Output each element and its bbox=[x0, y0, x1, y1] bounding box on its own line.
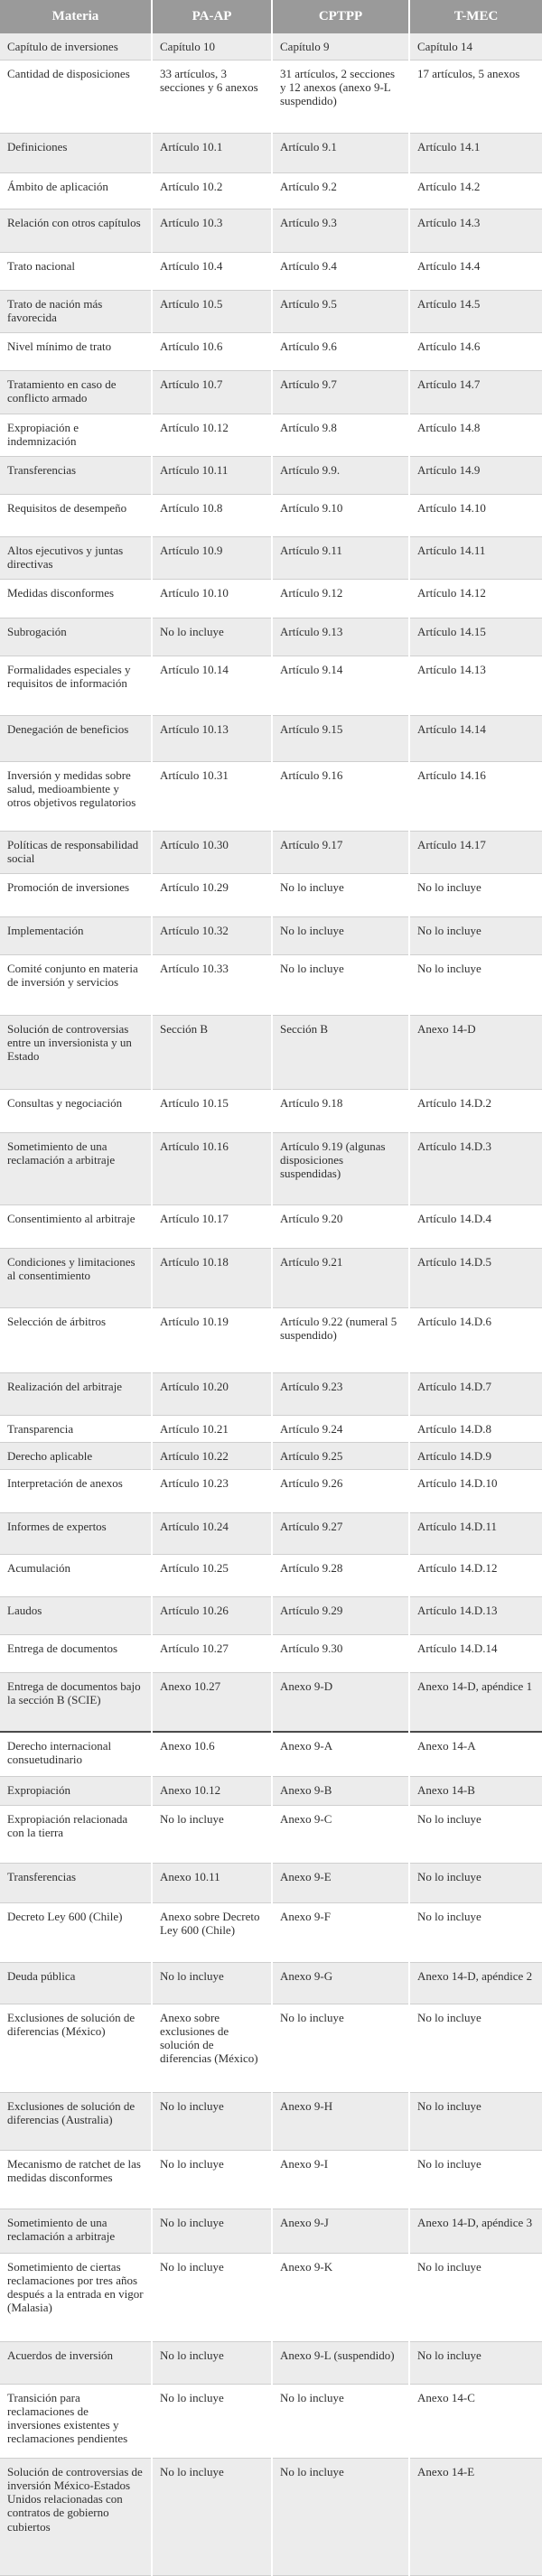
cell-t-mec: Artículo 14.D.8 bbox=[409, 1415, 542, 1442]
cell-pa-ap: Artículo 10.21 bbox=[152, 1415, 272, 1442]
cell-materia: Transferencias bbox=[0, 1863, 152, 1902]
cell-pa-ap: Artículo 10.23 bbox=[152, 1469, 272, 1512]
cell-pa-ap: Artículo 10.10 bbox=[152, 579, 272, 618]
cell-cptpp: Artículo 9.26 bbox=[272, 1469, 409, 1512]
table-row bbox=[0, 456, 542, 494]
cell-cptpp: Artículo 9.6 bbox=[272, 332, 409, 370]
table-row bbox=[0, 332, 542, 370]
cell-cptpp: Artículo 9.27 bbox=[272, 1512, 409, 1554]
table-row bbox=[0, 2253, 542, 2341]
cell-materia: Derecho aplicable bbox=[0, 1442, 152, 1469]
cell-pa-ap: Artículo 10.17 bbox=[152, 1204, 272, 1248]
cell-t-mec: Anexo 14-C bbox=[409, 2384, 542, 2458]
cell-cptpp: Anexo 9-K bbox=[272, 2253, 409, 2341]
cell-t-mec: No lo incluye bbox=[409, 1863, 542, 1902]
cell-pa-ap: Artículo 10.29 bbox=[152, 873, 272, 916]
cell-pa-ap: No lo incluye bbox=[152, 1962, 272, 2004]
cell-materia: Formalidades especiales y requisitos de información bbox=[0, 656, 152, 715]
cell-cptpp: Artículo 9.24 bbox=[272, 1415, 409, 1442]
table-row bbox=[0, 1442, 542, 1469]
cell-t-mec: Anexo 14-A bbox=[409, 1732, 542, 1776]
table-row bbox=[0, 2384, 542, 2458]
header-row bbox=[0, 0, 542, 33]
table-row bbox=[0, 370, 542, 414]
cell-materia: Sometimiento de ciertas reclamaciones por tres años después a la entrada en vigor (Malasia) bbox=[0, 2253, 152, 2341]
cell-pa-ap: No lo incluye bbox=[152, 1805, 272, 1863]
table-row bbox=[0, 494, 542, 536]
table-row bbox=[0, 831, 542, 873]
cell-cptpp: Artículo 9.18 bbox=[272, 1089, 409, 1132]
cell-cptpp: Artículo 9.21 bbox=[272, 1248, 409, 1307]
cell-cptpp: No lo incluye bbox=[272, 954, 409, 1015]
cell-pa-ap: Artículo 10.33 bbox=[152, 954, 272, 1015]
cell-pa-ap: No lo incluye bbox=[152, 2253, 272, 2341]
table-row bbox=[0, 60, 542, 133]
cell-t-mec: Artículo 14.D.4 bbox=[409, 1204, 542, 1248]
table-row bbox=[0, 1204, 542, 1248]
cell-materia: Ámbito de aplicación bbox=[0, 172, 152, 209]
cell-materia: Interpretación de anexos bbox=[0, 1469, 152, 1512]
cell-cptpp: No lo incluye bbox=[272, 873, 409, 916]
cell-t-mec: Artículo 14.2 bbox=[409, 172, 542, 209]
cell-pa-ap: Anexo sobre exclusiones de solución de diferencias (México) bbox=[152, 2004, 272, 2092]
table-row bbox=[0, 209, 542, 252]
cell-pa-ap: Artículo 10.8 bbox=[152, 494, 272, 536]
cell-cptpp: Anexo 9-I bbox=[272, 2150, 409, 2209]
table-row bbox=[0, 133, 542, 172]
cell-pa-ap: Artículo 10.5 bbox=[152, 290, 272, 332]
table-row bbox=[0, 2004, 542, 2092]
cell-t-mec: Artículo 14.3 bbox=[409, 209, 542, 252]
cell-t-mec: Artículo 14.6 bbox=[409, 332, 542, 370]
cell-t-mec: Artículo 14.8 bbox=[409, 414, 542, 456]
header-t-mec: T-MEC bbox=[409, 0, 542, 33]
cell-materia: Denegación de beneficios bbox=[0, 715, 152, 761]
cell-materia: Expropiación bbox=[0, 1776, 152, 1805]
cell-pa-ap: Artículo 10.12 bbox=[152, 414, 272, 456]
cell-t-mec: No lo incluye bbox=[409, 1902, 542, 1962]
cell-pa-ap: 33 artículos, 3 secciones y 6 anexos bbox=[152, 60, 272, 133]
cell-materia: Acuerdos de inversión bbox=[0, 2341, 152, 2384]
cell-pa-ap: Anexo 10.12 bbox=[152, 1776, 272, 1805]
cell-pa-ap: Anexo sobre Decreto Ley 600 (Chile) bbox=[152, 1902, 272, 1962]
cell-cptpp: Artículo 9.16 bbox=[272, 761, 409, 831]
cell-materia: Derecho internacional consuetudinario bbox=[0, 1732, 152, 1776]
table-row bbox=[0, 715, 542, 761]
cell-t-mec: Artículo 14.D.12 bbox=[409, 1554, 542, 1596]
table-row bbox=[0, 761, 542, 831]
cell-pa-ap: No lo incluye bbox=[152, 2384, 272, 2458]
cell-pa-ap: Artículo 10.7 bbox=[152, 370, 272, 414]
cell-cptpp: No lo incluye bbox=[272, 916, 409, 954]
table-row bbox=[0, 290, 542, 332]
cell-cptpp: Anexo 9-G bbox=[272, 1962, 409, 2004]
cell-materia: Solución de controversias de inversión México-Estados Unidos relacionadas con contratos de gobierno cubiertos bbox=[0, 2458, 152, 2575]
cell-pa-ap: No lo incluye bbox=[152, 2341, 272, 2384]
table-row bbox=[0, 2092, 542, 2150]
cell-cptpp: Anexo 9-F bbox=[272, 1902, 409, 1962]
table-row bbox=[0, 1863, 542, 1902]
table-row bbox=[0, 2209, 542, 2253]
cell-materia: Relación con otros capítulos bbox=[0, 209, 152, 252]
cell-materia: Sometimiento de una reclamación a arbitraje bbox=[0, 1132, 152, 1204]
header-materia: Materia bbox=[0, 0, 152, 33]
cell-t-mec: Artículo 14.D.10 bbox=[409, 1469, 542, 1512]
cell-t-mec: Artículo 14.9 bbox=[409, 456, 542, 494]
table-row bbox=[0, 1962, 542, 2004]
cell-t-mec: Artículo 14.4 bbox=[409, 252, 542, 290]
table-row bbox=[0, 1732, 542, 1776]
cell-cptpp: Anexo 9-L (suspendido) bbox=[272, 2341, 409, 2384]
cell-materia: Laudos bbox=[0, 1596, 152, 1634]
cell-cptpp: Artículo 9.13 bbox=[272, 618, 409, 656]
cell-pa-ap: Artículo 10.14 bbox=[152, 656, 272, 715]
cell-t-mec: Anexo 14-E bbox=[409, 2458, 542, 2575]
cell-pa-ap: Artículo 10.1 bbox=[152, 133, 272, 172]
cell-pa-ap: Artículo 10.32 bbox=[152, 916, 272, 954]
cell-t-mec: No lo incluye bbox=[409, 2004, 542, 2092]
cell-t-mec: Artículo 14.10 bbox=[409, 494, 542, 536]
cell-cptpp: Anexo 9-J bbox=[272, 2209, 409, 2253]
cell-cptpp: Artículo 9.10 bbox=[272, 494, 409, 536]
cell-cptpp: Artículo 9.14 bbox=[272, 656, 409, 715]
cell-materia: Decreto Ley 600 (Chile) bbox=[0, 1902, 152, 1962]
cell-cptpp: Artículo 9.2 bbox=[272, 172, 409, 209]
cell-t-mec: Artículo 14.13 bbox=[409, 656, 542, 715]
cell-pa-ap: Sección B bbox=[152, 1015, 272, 1089]
table-row bbox=[0, 2458, 542, 2575]
cell-t-mec: Artículo 14.14 bbox=[409, 715, 542, 761]
cell-cptpp: Artículo 9.8 bbox=[272, 414, 409, 456]
table-row bbox=[0, 1248, 542, 1307]
table-row bbox=[0, 1902, 542, 1962]
table-row bbox=[0, 1372, 542, 1415]
cell-materia: Informes de expertos bbox=[0, 1512, 152, 1554]
cell-materia: Implementación bbox=[0, 916, 152, 954]
cell-t-mec: Artículo 14.D.7 bbox=[409, 1372, 542, 1415]
cell-materia: Tratamiento en caso de conflicto armado bbox=[0, 370, 152, 414]
cell-pa-ap: No lo incluye bbox=[152, 2092, 272, 2150]
cell-materia: Nivel mínimo de trato bbox=[0, 332, 152, 370]
cell-t-mec: No lo incluye bbox=[409, 2092, 542, 2150]
cell-materia: Entrega de documentos bajo la sección B (SCIE) bbox=[0, 1672, 152, 1732]
cell-pa-ap: Artículo 10.30 bbox=[152, 831, 272, 873]
table-row bbox=[0, 1634, 542, 1672]
table-row bbox=[0, 954, 542, 1015]
table-row bbox=[0, 1776, 542, 1805]
cell-t-mec: Anexo 14-D, apéndice 3 bbox=[409, 2209, 542, 2253]
table-row bbox=[0, 873, 542, 916]
cell-materia: Subrogación bbox=[0, 618, 152, 656]
cell-pa-ap: Capítulo 10 bbox=[152, 33, 272, 60]
cell-pa-ap: Artículo 10.3 bbox=[152, 209, 272, 252]
cell-pa-ap: Artículo 10.2 bbox=[152, 172, 272, 209]
cell-cptpp: Artículo 9.1 bbox=[272, 133, 409, 172]
cell-cptpp: Artículo 9.5 bbox=[272, 290, 409, 332]
cell-materia: Promoción de inversiones bbox=[0, 873, 152, 916]
cell-cptpp: Artículo 9.15 bbox=[272, 715, 409, 761]
table-row bbox=[0, 1805, 542, 1863]
cell-t-mec: No lo incluye bbox=[409, 2341, 542, 2384]
table-row bbox=[0, 1596, 542, 1634]
table-row bbox=[0, 2341, 542, 2384]
table-row bbox=[0, 252, 542, 290]
cell-t-mec: Artículo 14.D.6 bbox=[409, 1307, 542, 1372]
cell-materia: Cantidad de disposiciones bbox=[0, 60, 152, 133]
cell-materia: Deuda pública bbox=[0, 1962, 152, 2004]
table-row bbox=[0, 1469, 542, 1512]
cell-pa-ap: No lo incluye bbox=[152, 2209, 272, 2253]
cell-t-mec: No lo incluye bbox=[409, 2253, 542, 2341]
table-row bbox=[0, 536, 542, 579]
table-row bbox=[0, 1015, 542, 1089]
cell-t-mec: No lo incluye bbox=[409, 1805, 542, 1863]
cell-materia: Transparencia bbox=[0, 1415, 152, 1442]
cell-t-mec: No lo incluye bbox=[409, 954, 542, 1015]
cell-cptpp: Artículo 9.28 bbox=[272, 1554, 409, 1596]
cell-materia: Altos ejecutivos y juntas directivas bbox=[0, 536, 152, 579]
cell-pa-ap: Artículo 10.27 bbox=[152, 1634, 272, 1672]
table-row bbox=[0, 1415, 542, 1442]
table-row bbox=[0, 579, 542, 618]
cell-materia: Sometimiento de una reclamación a arbitraje bbox=[0, 2209, 152, 2253]
cell-pa-ap: Artículo 10.24 bbox=[152, 1512, 272, 1554]
cell-pa-ap: Artículo 10.16 bbox=[152, 1132, 272, 1204]
cell-materia: Inversión y medidas sobre salud, medioambiente y otros objetivos regulatorios bbox=[0, 761, 152, 831]
cell-t-mec: Artículo 14.D.13 bbox=[409, 1596, 542, 1634]
cell-cptpp: No lo incluye bbox=[272, 2458, 409, 2575]
cell-materia: Consentimiento al arbitraje bbox=[0, 1204, 152, 1248]
cell-materia: Selección de árbitros bbox=[0, 1307, 152, 1372]
cell-pa-ap: Artículo 10.4 bbox=[152, 252, 272, 290]
cell-pa-ap: Artículo 10.22 bbox=[152, 1442, 272, 1469]
cell-t-mec: Artículo 14.15 bbox=[409, 618, 542, 656]
cell-materia: Capítulo de inversiones bbox=[0, 33, 152, 60]
cell-t-mec: Artículo 14.11 bbox=[409, 536, 542, 579]
cell-pa-ap: Artículo 10.6 bbox=[152, 332, 272, 370]
cell-materia: Trato nacional bbox=[0, 252, 152, 290]
cell-cptpp: No lo incluye bbox=[272, 2384, 409, 2458]
header-pa-ap: PA-AP bbox=[152, 0, 272, 33]
table-row bbox=[0, 1512, 542, 1554]
cell-t-mec: Anexo 14-D, apéndice 1 bbox=[409, 1672, 542, 1732]
table-row bbox=[0, 414, 542, 456]
cell-t-mec: No lo incluye bbox=[409, 873, 542, 916]
cell-pa-ap: Artículo 10.9 bbox=[152, 536, 272, 579]
cell-cptpp: Artículo 9.30 bbox=[272, 1634, 409, 1672]
cell-t-mec: Capítulo 14 bbox=[409, 33, 542, 60]
cell-t-mec: Artículo 14.17 bbox=[409, 831, 542, 873]
cell-cptpp: 31 artículos, 2 secciones y 12 anexos (anexo 9-L suspendido) bbox=[272, 60, 409, 133]
cell-cptpp: Anexo 9-D bbox=[272, 1672, 409, 1732]
table-row bbox=[0, 172, 542, 209]
table-row bbox=[0, 1672, 542, 1732]
cell-cptpp: Artículo 9.22 (numeral 5 suspendido) bbox=[272, 1307, 409, 1372]
cell-materia: Exclusiones de solución de diferencias (Australia) bbox=[0, 2092, 152, 2150]
cell-materia: Acumulación bbox=[0, 1554, 152, 1596]
cell-cptpp: Artículo 9.3 bbox=[272, 209, 409, 252]
table-row bbox=[0, 2150, 542, 2209]
cell-pa-ap: Artículo 10.26 bbox=[152, 1596, 272, 1634]
cell-materia: Solución de controversias entre un inversionista y un Estado bbox=[0, 1015, 152, 1089]
cell-materia: Entrega de documentos bbox=[0, 1634, 152, 1672]
cell-materia: Condiciones y limitaciones al consentimiento bbox=[0, 1248, 152, 1307]
cell-materia: Transición para reclamaciones de inversiones existentes y reclamaciones pendientes bbox=[0, 2384, 152, 2458]
cell-cptpp: Artículo 9.7 bbox=[272, 370, 409, 414]
cell-t-mec: Anexo 14-D, apéndice 2 bbox=[409, 1962, 542, 2004]
cell-cptpp: Artículo 9.9. bbox=[272, 456, 409, 494]
cell-t-mec: No lo incluye bbox=[409, 916, 542, 954]
cell-pa-ap: Anexo 10.11 bbox=[152, 1863, 272, 1902]
cell-pa-ap: No lo incluye bbox=[152, 618, 272, 656]
table-row bbox=[0, 618, 542, 656]
cell-materia: Comité conjunto en materia de inversión y servicios bbox=[0, 954, 152, 1015]
cell-cptpp: Anexo 9-E bbox=[272, 1863, 409, 1902]
cell-materia: Transferencias bbox=[0, 456, 152, 494]
cell-pa-ap: Artículo 10.20 bbox=[152, 1372, 272, 1415]
table-row bbox=[0, 1089, 542, 1132]
cell-t-mec: Artículo 14.D.3 bbox=[409, 1132, 542, 1204]
cell-t-mec: Anexo 14-D bbox=[409, 1015, 542, 1089]
cell-t-mec: Artículo 14.12 bbox=[409, 579, 542, 618]
cell-t-mec: Artículo 14.1 bbox=[409, 133, 542, 172]
cell-cptpp: Anexo 9-C bbox=[272, 1805, 409, 1863]
table-body bbox=[0, 33, 542, 2575]
cell-materia: Requisitos de desempeño bbox=[0, 494, 152, 536]
cell-pa-ap: Artículo 10.13 bbox=[152, 715, 272, 761]
cell-materia: Mecanismo de ratchet de las medidas disconformes bbox=[0, 2150, 152, 2209]
cell-cptpp: Anexo 9-A bbox=[272, 1732, 409, 1776]
cell-t-mec: Artículo 14.D.5 bbox=[409, 1248, 542, 1307]
cell-materia: Medidas disconformes bbox=[0, 579, 152, 618]
table-row bbox=[0, 1307, 542, 1372]
cell-materia: Expropiación relacionada con la tierra bbox=[0, 1805, 152, 1863]
cell-pa-ap: Artículo 10.25 bbox=[152, 1554, 272, 1596]
cell-t-mec: Artículo 14.D.9 bbox=[409, 1442, 542, 1469]
cell-t-mec: Artículo 14.5 bbox=[409, 290, 542, 332]
table-row bbox=[0, 1554, 542, 1596]
cell-t-mec: Artículo 14.D.2 bbox=[409, 1089, 542, 1132]
cell-pa-ap: No lo incluye bbox=[152, 2458, 272, 2575]
cell-t-mec: 17 artículos, 5 anexos bbox=[409, 60, 542, 133]
cell-materia: Definiciones bbox=[0, 133, 152, 172]
table-row bbox=[0, 916, 542, 954]
cell-t-mec: No lo incluye bbox=[409, 2150, 542, 2209]
cell-pa-ap: Anexo 10.6 bbox=[152, 1732, 272, 1776]
cell-cptpp: Artículo 9.12 bbox=[272, 579, 409, 618]
cell-t-mec: Artículo 14.7 bbox=[409, 370, 542, 414]
cell-materia: Realización del arbitraje bbox=[0, 1372, 152, 1415]
cell-pa-ap: Artículo 10.15 bbox=[152, 1089, 272, 1132]
cell-materia: Expropiación e indemnización bbox=[0, 414, 152, 456]
cell-t-mec: Artículo 14.D.11 bbox=[409, 1512, 542, 1554]
cell-cptpp: Artículo 9.11 bbox=[272, 536, 409, 579]
cell-pa-ap: Anexo 10.27 bbox=[152, 1672, 272, 1732]
cell-pa-ap: Artículo 10.31 bbox=[152, 761, 272, 831]
cell-t-mec: Anexo 14-B bbox=[409, 1776, 542, 1805]
cell-cptpp: Artículo 9.25 bbox=[272, 1442, 409, 1469]
header-cptpp: CPTPP bbox=[272, 0, 409, 33]
cell-materia: Políticas de responsabilidad social bbox=[0, 831, 152, 873]
cell-cptpp: Artículo 9.17 bbox=[272, 831, 409, 873]
cell-t-mec: Artículo 14.16 bbox=[409, 761, 542, 831]
cell-pa-ap: Artículo 10.19 bbox=[152, 1307, 272, 1372]
table-row bbox=[0, 1132, 542, 1204]
table-row bbox=[0, 33, 542, 60]
cell-cptpp: No lo incluye bbox=[272, 2004, 409, 2092]
table-row bbox=[0, 656, 542, 715]
cell-pa-ap: Artículo 10.11 bbox=[152, 456, 272, 494]
cell-cptpp: Anexo 9-H bbox=[272, 2092, 409, 2150]
cell-cptpp: Sección B bbox=[272, 1015, 409, 1089]
cell-materia: Exclusiones de solución de diferencias (México) bbox=[0, 2004, 152, 2092]
cell-materia: Trato de nación más favorecida bbox=[0, 290, 152, 332]
cell-cptpp: Artículo 9.4 bbox=[272, 252, 409, 290]
cell-pa-ap: Artículo 10.18 bbox=[152, 1248, 272, 1307]
cell-cptpp: Capítulo 9 bbox=[272, 33, 409, 60]
cell-t-mec: Artículo 14.D.14 bbox=[409, 1634, 542, 1672]
table-header bbox=[0, 0, 542, 33]
cell-cptpp: Artículo 9.20 bbox=[272, 1204, 409, 1248]
cell-cptpp: Artículo 9.29 bbox=[272, 1596, 409, 1634]
cell-cptpp: Anexo 9-B bbox=[272, 1776, 409, 1805]
cell-cptpp: Artículo 9.23 bbox=[272, 1372, 409, 1415]
cell-pa-ap: No lo incluye bbox=[152, 2150, 272, 2209]
cell-materia: Consultas y negociación bbox=[0, 1089, 152, 1132]
cell-cptpp: Artículo 9.19 (algunas disposiciones suspendidas) bbox=[272, 1132, 409, 1204]
